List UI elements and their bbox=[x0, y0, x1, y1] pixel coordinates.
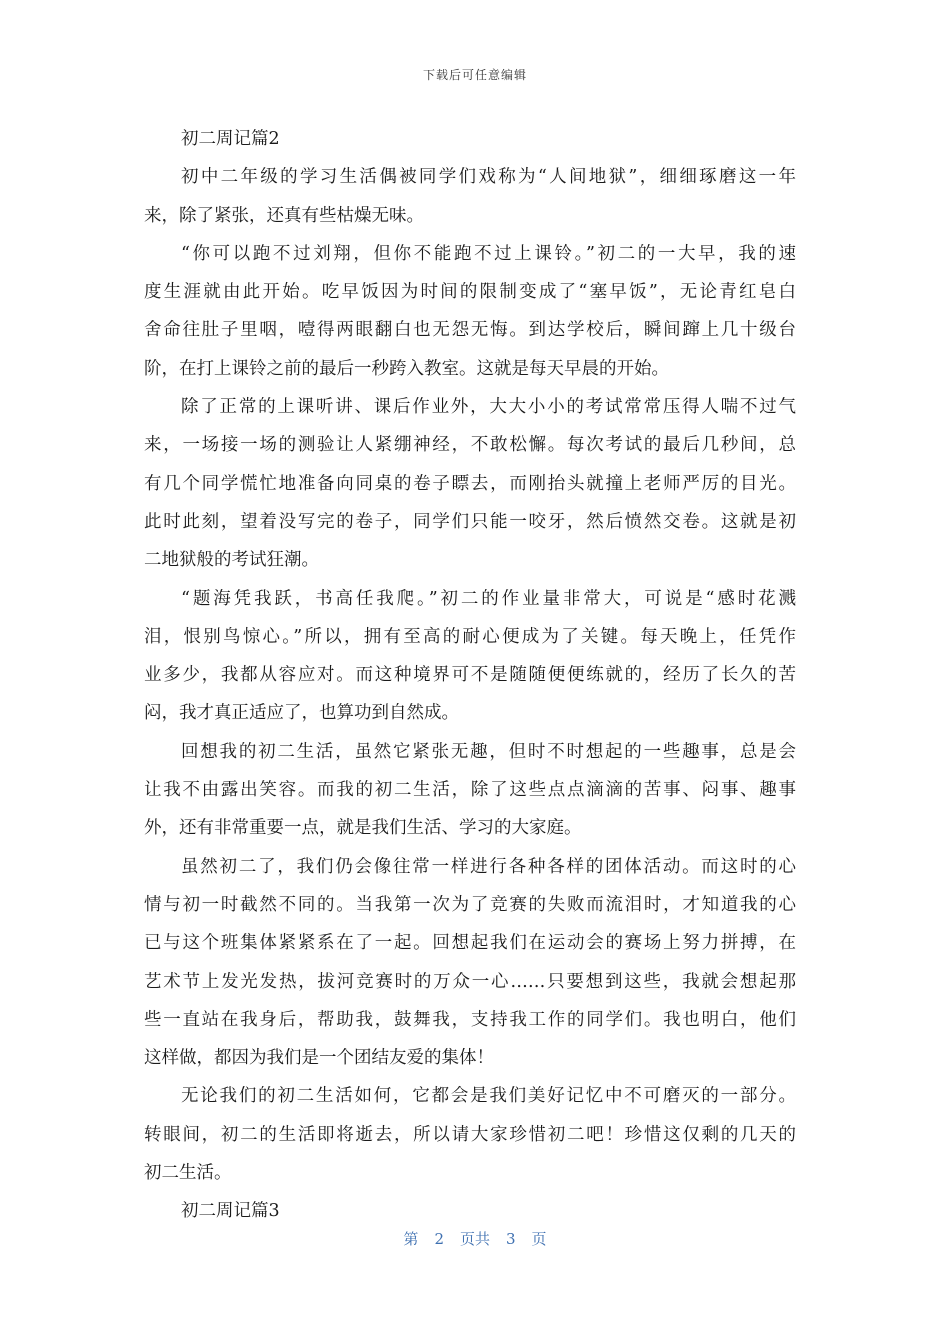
text-line: 初二周记篇3 bbox=[181, 1201, 280, 1222]
text-line: 初二生活。 bbox=[144, 1163, 232, 1184]
footer-middle: 页共 bbox=[459, 1230, 490, 1248]
text-line: 情与初一时截然不同的。当我第一次为了竞赛的失败而流泪时，才知道我的心 bbox=[144, 894, 796, 915]
text-line: 让我不由露出笑容。而我的初二生活，除了这些点点滴滴的苦事、闷事、趣事 bbox=[144, 780, 796, 801]
text-line: 初中二年级的学习生活偶被同学们戏称为“人间地狱”，细细琢磨这一年 bbox=[181, 167, 796, 188]
text-line: 艺术节上发光发热，拔河竞赛时的万众一心……只要想到这些，我就会想起那 bbox=[144, 971, 796, 992]
footer-total-pages: 3 bbox=[506, 1230, 516, 1248]
text-line: 泪，恨别鸟惊心。”所以，拥有至高的耐心便成为了关键。每天晚上，任凭作 bbox=[144, 626, 796, 647]
text-line: 二地狱般的考试狂潮。 bbox=[144, 550, 319, 571]
text-line: 无论我们的初二生活如何，它都会是我们美好记忆中不可磨灭的一部分。 bbox=[181, 1086, 796, 1107]
text-line: 除了正常的上课听讲、课后作业外，大大小小的考试常常压得人喘不过气 bbox=[181, 397, 796, 418]
text-line: 度生涯就由此开始。吃早饭因为时间的限制变成了“塞早饭”，无论青红皂白 bbox=[144, 282, 796, 303]
text-line: 阶，在打上课铃之前的最后一秒跨入教室。这就是每天早晨的开始。 bbox=[144, 358, 669, 379]
text-line: “题海凭我跃，书高任我爬。”初二的作业量非常大，可说是“感时花溅 bbox=[181, 588, 796, 609]
text-line: 初二周记篇2 bbox=[181, 129, 280, 149]
text-line: 虽然初二了，我们仍会像往常一样进行各种各样的团体活动。而这时的心 bbox=[181, 856, 796, 877]
footer-prefix: 第 bbox=[403, 1230, 419, 1248]
text-line: 已与这个班集体紧紧系在了一起。回想起我们在运动会的赛场上努力拼搏，在 bbox=[144, 933, 796, 954]
text-line: “你可以跑不过刘翔，但你不能跑不过上课铃。”初二的一大早，我的速 bbox=[181, 243, 796, 264]
text-line: 回想我的初二生活，虽然它紧张无趣，但时不时想起的一些趣事，总是会 bbox=[181, 741, 796, 762]
footer-current-page: 2 bbox=[434, 1230, 444, 1248]
text-line: 这样做，都因为我们是一个团结友爱的集体！ bbox=[144, 1048, 494, 1069]
text-line: 转眼间，初二的生活即将逝去，所以请大家珍惜初二吧！珍惜这仅剩的几天的 bbox=[144, 1124, 796, 1145]
page-header-note: 下载后可任意编辑 bbox=[422, 68, 527, 82]
footer-suffix: 页 bbox=[531, 1230, 547, 1248]
text-line: 有几个同学慌忙地准备向同桌的卷子瞟去，而刚抬头就撞上老师严厉的目光。 bbox=[144, 473, 796, 494]
text-line: 闷，我才真正适应了，也算功到自然成。 bbox=[144, 703, 459, 724]
text-line: 外，还有非常重要一点，就是我们生活、学习的大家庭。 bbox=[144, 818, 582, 839]
text-line: 此时此刻，望着没写完的卷子，同学们只能一咬牙，然后愤然交卷。这就是初 bbox=[144, 511, 796, 532]
text-line: 些一直站在我身后，帮助我，鼓舞我，支持我工作的同学们。我也明白，他们 bbox=[144, 1009, 796, 1030]
text-line: 业多少，我都从容应对。而这种境界可不是随随便便练就的，经历了长久的苦 bbox=[144, 665, 796, 686]
text-line: 舍命往肚子里咽，噎得两眼翻白也无怨无悔。到达学校后，瞬间蹿上几十级台 bbox=[144, 320, 796, 341]
page-footer bbox=[0, 1228, 950, 1249]
text-line: 来，一场接一场的测验让人紧绷神经，不敢松懈。每次考试的最后几秒间，总 bbox=[144, 435, 796, 456]
document-body bbox=[144, 120, 796, 1231]
text-line: 来，除了紧张，还真有些枯燥无味。 bbox=[144, 205, 424, 226]
